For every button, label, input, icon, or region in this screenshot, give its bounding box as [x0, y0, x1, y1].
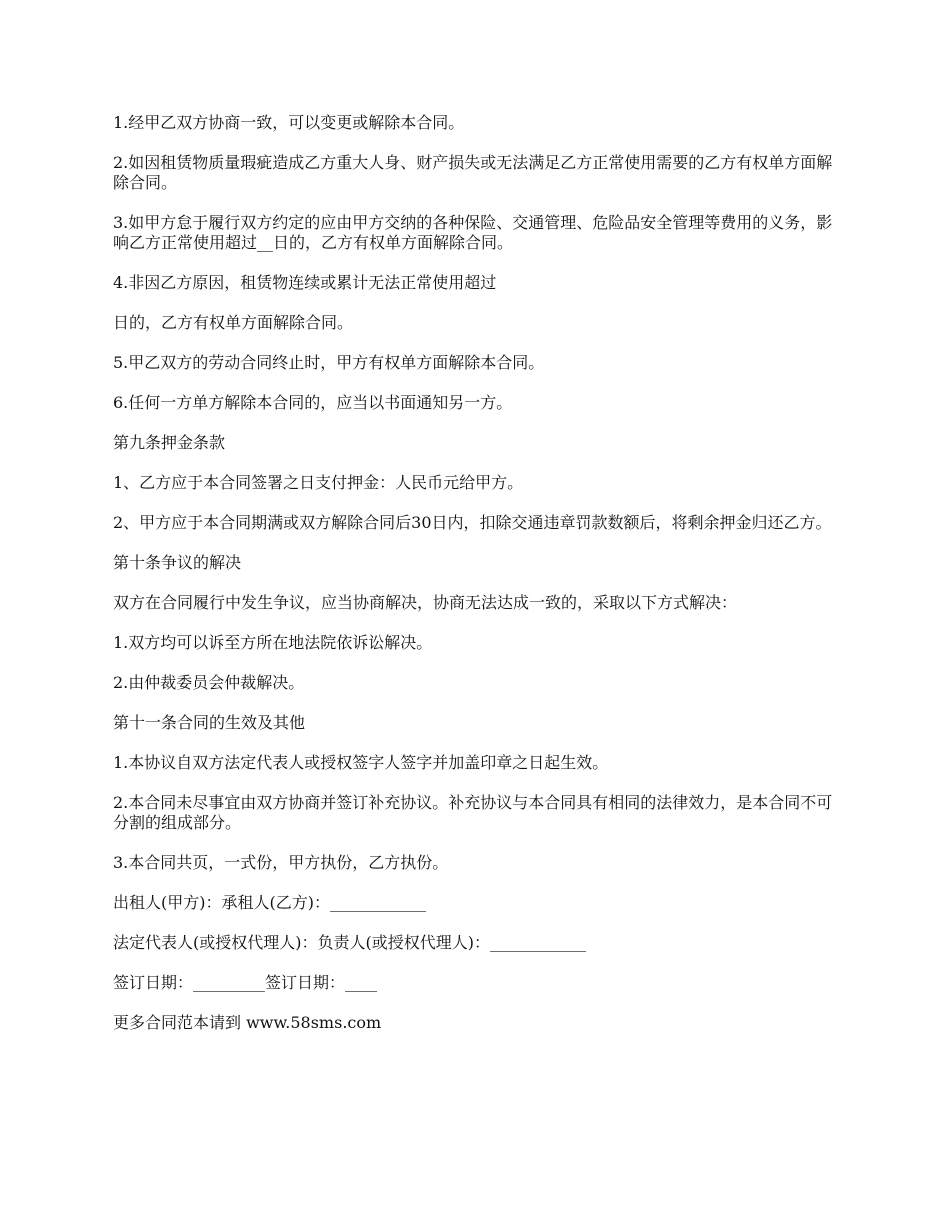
- effectiveness-item-1: 1.本协议自双方法定代表人或授权签字人签字并加盖印章之日起生效。: [113, 753, 609, 772]
- dispute-item-2: 2.由仲裁委员会仲裁解决。: [113, 673, 305, 692]
- clause-8-item-1: 1.经甲乙双方协商一致，可以变更或解除本合同。: [113, 113, 465, 132]
- effectiveness-item-2: 2.本合同未尽事宜由双方协商并签订补充协议。补充协议与本合同具有相同的法律效力，是本合同不可分割的组成部分。: [113, 793, 833, 832]
- clause-8-item-6: 6.任何一方单方解除本合同的，应当以书面通知另一方。: [113, 393, 513, 412]
- deposit-item-2: 2、甲方应于本合同期满或双方解除合同后30日内，扣除交通违章罚款数额后，将剩余押金归还乙方。: [113, 513, 832, 532]
- clause-8-item-4: 4.非因乙方原因，租赁物连续或累计无法正常使用超过: [113, 273, 497, 292]
- section-heading-deposit: 第九条押金条款: [113, 433, 226, 452]
- section-heading-effectiveness: 第十一条合同的生效及其他: [113, 713, 306, 732]
- signature-representatives-line: 法定代表人(或授权代理人)：负责人(或授权代理人)：____________: [113, 933, 586, 952]
- dispute-item-1: 1.双方均可以诉至方所在地法院依诉讼解决。: [113, 633, 433, 652]
- effectiveness-item-3: 3.本合同共页，一式份，甲方执份，乙方执份。: [113, 853, 449, 872]
- signature-date-line: 签订日期：_________签订日期：____: [113, 973, 378, 992]
- clause-8-item-3: 3.如甲方怠于履行双方约定的应由甲方交纳的各种保险、交通管理、危险品安全管理等费用的义务，影响乙方正常使用超过__日的，乙方有权单方面解除合同。: [113, 213, 833, 252]
- clause-8-item-4-continued: 日的，乙方有权单方面解除合同。: [113, 313, 354, 332]
- signature-parties-line: 出租人(甲方)：承租人(乙方)：____________: [113, 893, 426, 912]
- clause-8-item-5: 5.甲乙双方的劳动合同终止时，甲方有权单方面解除本合同。: [113, 353, 545, 372]
- footer-more-templates: 更多合同范本请到 www.58sms.com: [113, 1013, 382, 1032]
- clause-8-item-2: 2.如因租赁物质量瑕疵造成乙方重大人身、财产损失或无法满足乙方正常使用需要的乙方有权单方面解除合同。: [113, 153, 833, 192]
- deposit-item-1: 1、乙方应于本合同签署之日支付押金：人民币元给甲方。: [113, 473, 524, 492]
- dispute-intro: 双方在合同履行中发生争议，应当协商解决，协商无法达成一致的，采取以下方式解决：: [113, 593, 738, 612]
- section-heading-dispute: 第十条争议的解决: [113, 553, 242, 572]
